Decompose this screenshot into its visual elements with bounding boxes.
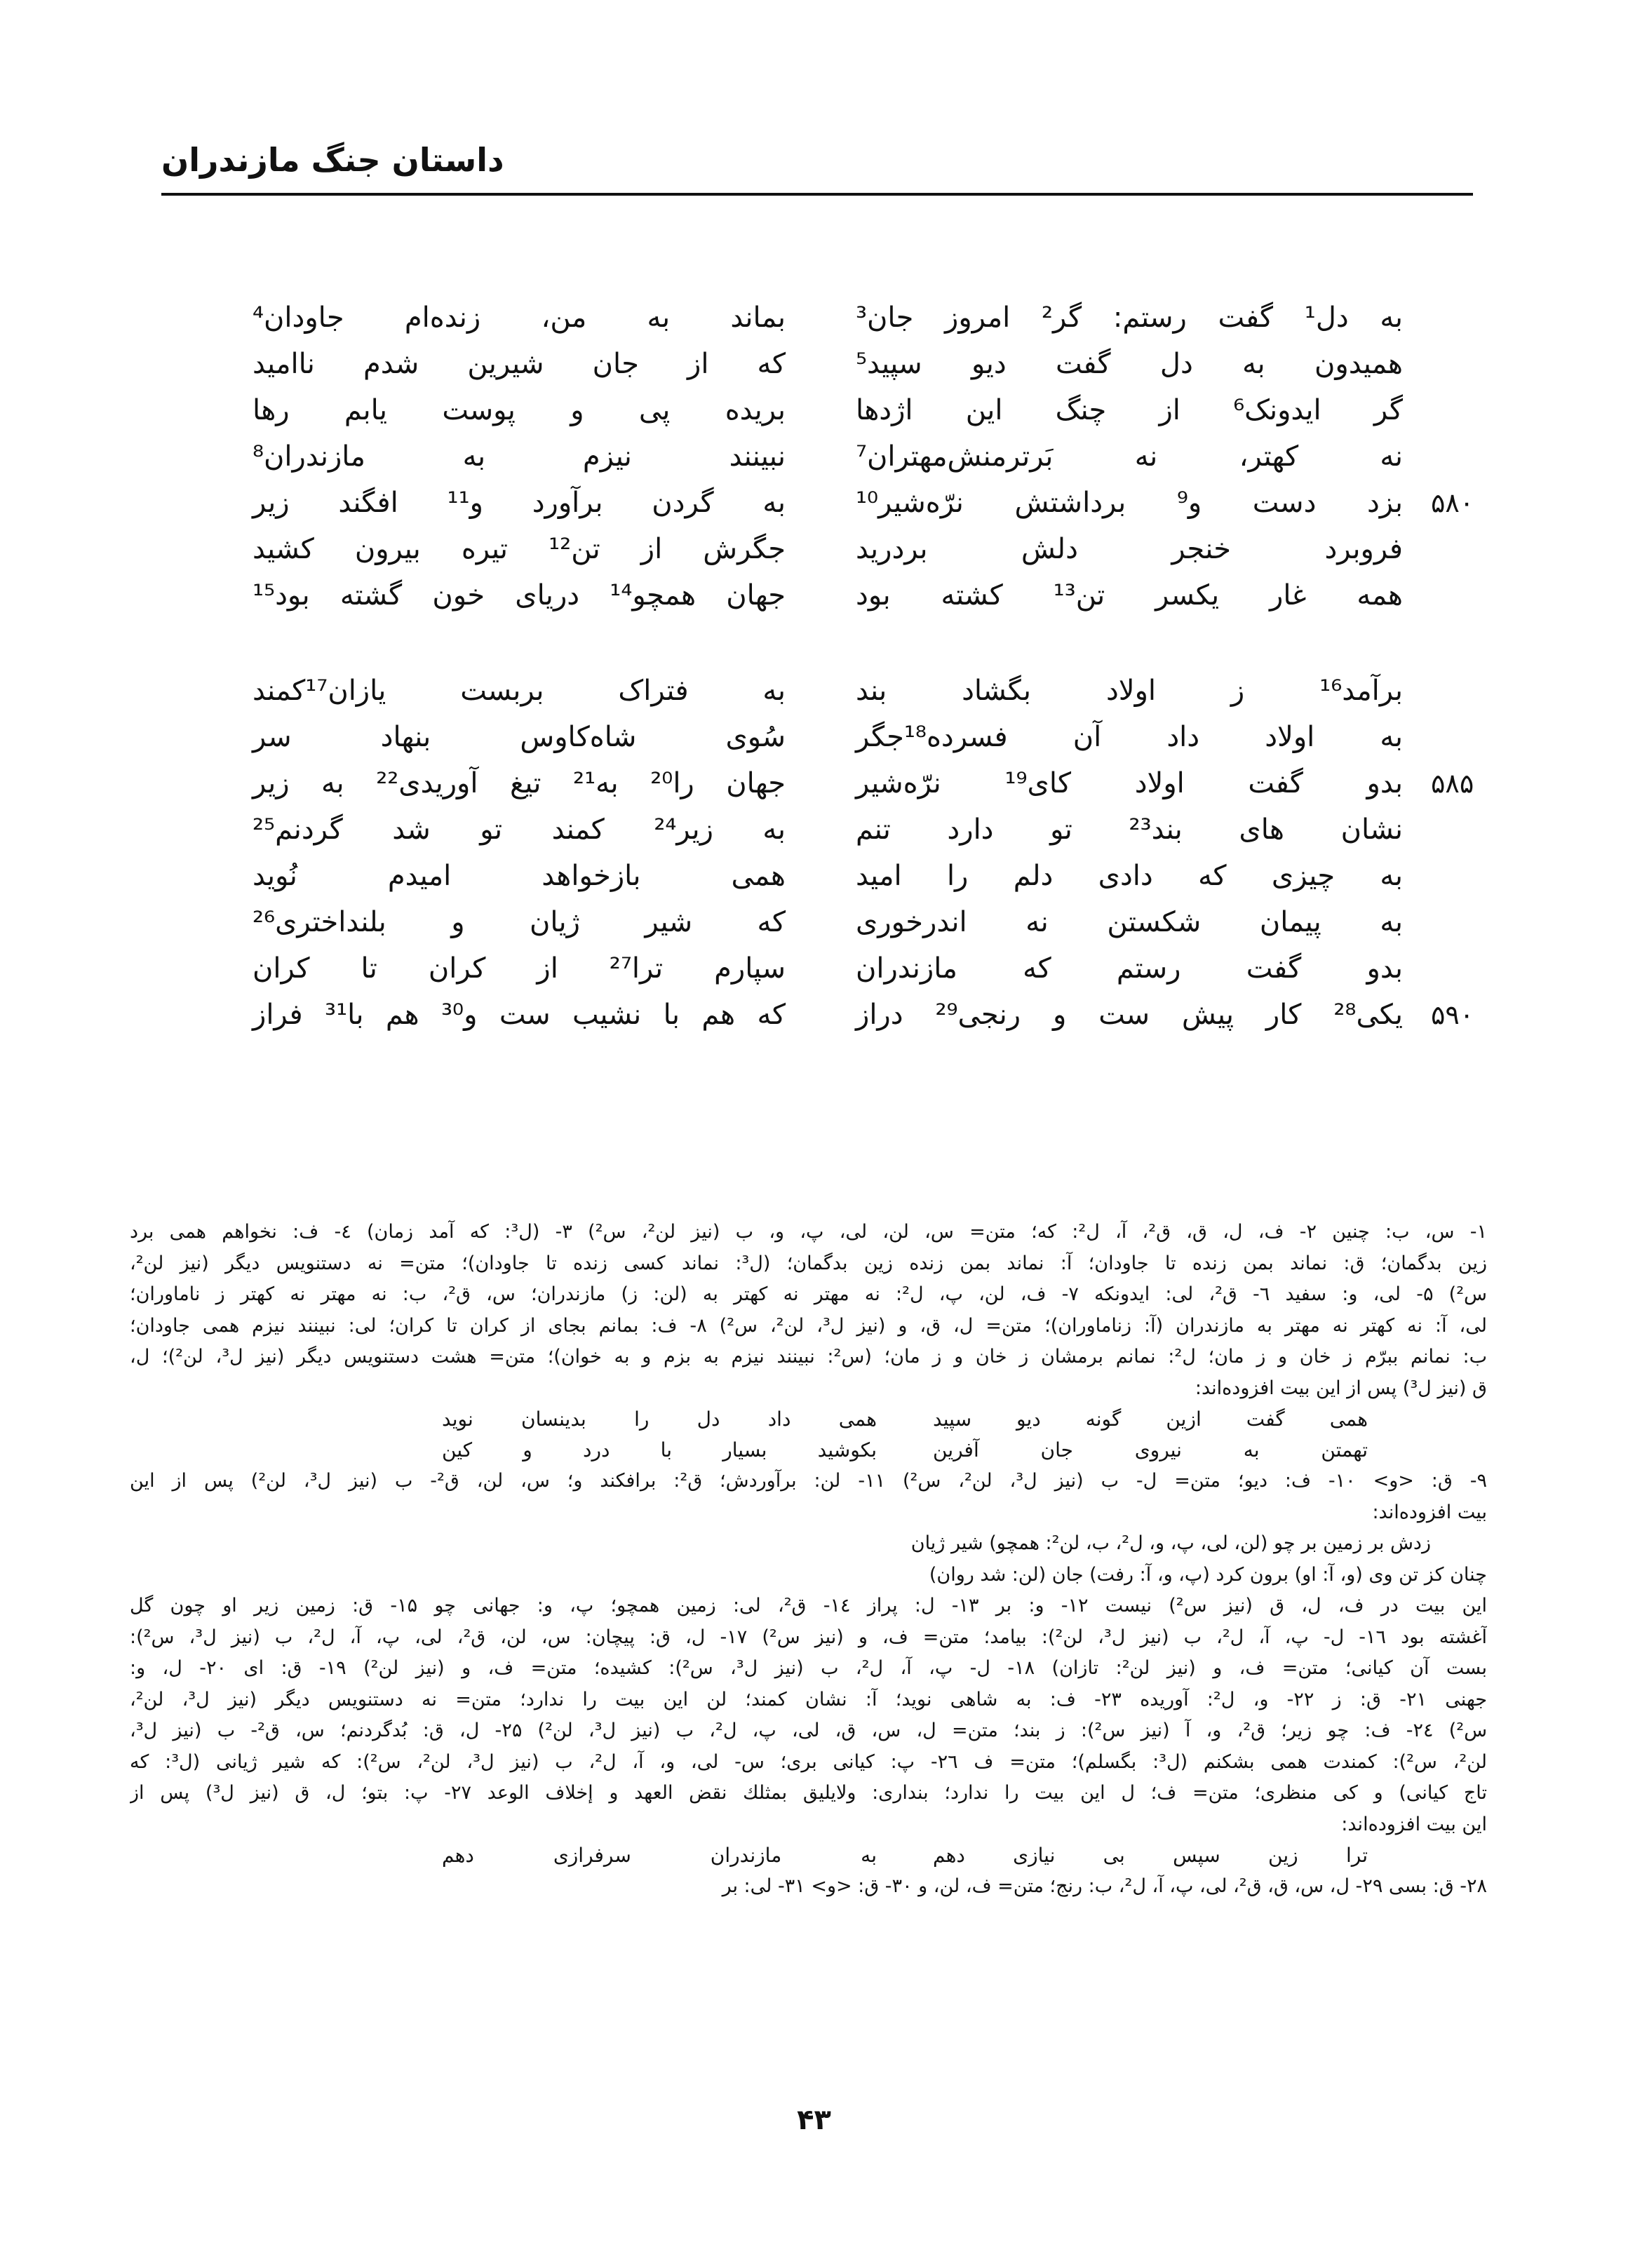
hemistich-right: بدو گفت رستم که مازندران bbox=[856, 952, 1403, 985]
footnote-line: بیت افزوده‌اند: bbox=[1372, 1501, 1487, 1523]
footnote-line: لن²، س²): کمندت همی بشکنم (ل³: بگسلم)؛ متن= ف ۲٦- پ: کیانی بری؛ س- لی، و، آ، ل²، ب (نیز ل³، لن²، س²): که شیر ژیانی (ل³: که bbox=[130, 1750, 1487, 1773]
hemistich-right: فروبرد خنجر دلش بردرید bbox=[856, 533, 1403, 565]
stanza-2 bbox=[245, 668, 1508, 1084]
hemistich-left: بریده پی و پوست یابم رها bbox=[253, 394, 786, 426]
bayt bbox=[245, 668, 1508, 714]
footnote-line: بست آن کیانی؛ متن= ف، و (نیز لن²: تازان) ۱۸- ل- پ، آ، ل²، ب (نیز ل³، س²): کشیده؛ متن= ف، و (نیز لن²) ۱۹- ق: ای ۲۰- ل، و: bbox=[130, 1657, 1487, 1679]
hemistich-left: به زیر²⁴ کمند تو شد گردنم²⁵ bbox=[253, 814, 786, 846]
bayt bbox=[245, 992, 1508, 1038]
hemistich-left: که هم با نشیب ست و³⁰ هم با³¹ فراز bbox=[253, 999, 786, 1031]
footnote-line: ق (نیز ل³) پس از این بیت افزوده‌اند: bbox=[1195, 1377, 1487, 1399]
bayt bbox=[245, 572, 1508, 619]
bayt bbox=[245, 714, 1508, 760]
footnote-line: تاج کیانی) و کی منظری؛ متن= ف؛ ل این بیت را ندارد؛ بنداری: ولایلیق بمثلك نقض العهد و إخلاف الوعد ۲۷- پ: بتو؛ ل، ق (نیز ل³) پس از bbox=[130, 1782, 1487, 1804]
footnote-line: ب: نمانم ببرّم ز خان و ز مان؛ ل²: نمانم برمشان ز خان و ز مان؛ (س²: نبینند نیزم به بزم و به خوان)؛ متن= هشت دستنویس دیگر (نیز ل³، لن²)؛ ل، bbox=[130, 1346, 1487, 1368]
bayt bbox=[245, 433, 1508, 480]
added-hemistich: تهمتن به نیروی جان آفرین bbox=[933, 1438, 1368, 1462]
hemistich-left: جهان همچو¹⁴ دریای خون گشته بود¹⁵ bbox=[253, 579, 786, 612]
hemistich-right: به اولاد داد آن فسرده¹⁸جگر bbox=[856, 721, 1403, 753]
hemistich-left: جگرش از تن¹² تیره بیرون کشید bbox=[253, 533, 786, 565]
footnote-line: این بیت در ف، ل، ق (نیز س²) نیست ۱۲- و: بر ۱۳- ل: پراز ۱٤- ق²، لی: زمین همچو؛ پ، و: جهانی چو ۱۵- ق: زمین زیر او چون گل bbox=[130, 1595, 1487, 1616]
added-hemistich: ترا زین سپس بی نیازی دهم bbox=[933, 1844, 1368, 1867]
footnote-line: ۲۸- ق: بسی ۲۹- ل، س، ق، ق²، لی، پ، آ، ل²، ب: رنج؛ متن= ف، لن، و ۳۰- ق: <و> ۳۱- لی: بر bbox=[722, 1875, 1487, 1897]
hemistich-left: همی بازخواهد امیدم نُوید bbox=[253, 860, 786, 892]
footnote-line: ۱- س، ب: چنین ۲- ف، ل، ق، ق²، آ، ل²: که؛ متن= س، لن، لی، پ، و، ب (نیز لن²، س²) ۳- (ل³: که آمد زمان) ٤- ف: نخواهم همی برد bbox=[130, 1221, 1487, 1243]
footnote-line: س²) ۲٤- ف: چو زیر؛ ق²، و، آ (نیز س²): ز بند؛ متن= ل، س، ق، لی، پ، ل²، ب (نیز ل³، لن²) ۲۵- ل، ق: بُدگردنم؛ س، ق²- ب (نیز ل³، bbox=[130, 1720, 1487, 1741]
footnote-line: این بیت افزوده‌اند: bbox=[1341, 1813, 1487, 1835]
hemistich-right: بزد دست و⁹ برداشتش نرّه‌شیر¹⁰ bbox=[856, 487, 1403, 519]
bayt bbox=[245, 899, 1508, 945]
added-verse bbox=[130, 1435, 1487, 1466]
bayt bbox=[245, 387, 1508, 433]
footnote-line: آغشته بود ۱٦- ل- پ، آ، ل²، ب (نیز ل³، لن²): بیامد؛ متن= ف، و (نیز س²) ۱۷- ل، ق: پیچان: س، لن، ق²، لی، پ، آ، ل²، ب (نیز ل³، س²): bbox=[130, 1626, 1487, 1648]
hemistich-left: سُوی شاه‌کاوس بنهاد سر bbox=[253, 721, 786, 753]
added-verse bbox=[130, 1404, 1487, 1435]
running-header bbox=[161, 137, 1473, 196]
footnote-line: جهنی ۲۱- ق: ز ۲۲- و، ل²: آوریده ۲۳- ف: به شاهی نوید؛ آ: نشان کمند؛ لن این بیت را ندارد؛ متن= نه دستنویس دیگر (نیز ل³، لن²، bbox=[130, 1688, 1487, 1710]
hemistich-right: همیدون به دل گفت دیو سپید⁵ bbox=[856, 348, 1403, 380]
footnote-line: لی، آ: نه کهتر نه مهتر به مازندران (آ: زناماوران)؛ متن= ل، ق، و (نیز ل³، لن²، س²) ۸- ف: بمانم بجای از کران تا کران؛ لی: نبینند نیزم همی جاودان؛ bbox=[130, 1314, 1487, 1337]
hemistich-right: به پیمان شکستن نه اندرخوری bbox=[856, 906, 1403, 938]
page-number: ۴۳ bbox=[797, 2104, 831, 2136]
bayt bbox=[245, 341, 1508, 387]
hemistich-right: به چیزی که دادی دلم را امید bbox=[856, 860, 1403, 892]
footnote-line: س²) ۵- لی، و: سفید ٦- ق²، لی: ایدونکه ۷- ف، لن، پ، ل²: نه مهتر نه کهتر به (لن: ز) مازندران؛ س، ق²، ب: نه مهتر نه کهتر ز ناماوران؛ bbox=[130, 1283, 1487, 1305]
hemistich-left: بماند به من، زنده‌ام جاودان⁴ bbox=[253, 302, 786, 334]
bayt bbox=[245, 480, 1508, 526]
running-header-title: داستان جنگ مازندران bbox=[161, 141, 504, 179]
bayt bbox=[245, 1038, 1508, 1084]
hemistich-right: گر ایدونک⁶ از چنگ این اژدها bbox=[856, 394, 1403, 426]
added-verse bbox=[130, 1840, 1487, 1871]
bayt bbox=[245, 945, 1508, 992]
verse-number: ۵۸۰ bbox=[1431, 487, 1474, 518]
bayt bbox=[245, 295, 1508, 341]
poem-body bbox=[245, 295, 1508, 1133]
stanza-1 bbox=[245, 295, 1508, 619]
added-verse-line: چنان کز تن وی (و، آ: او) برون کرد (پ، و، آ: رفت) جان (لن: شد روان) bbox=[929, 1563, 1487, 1586]
hemistich-right: بدو گفت اولاد کای¹⁹ نرّه‌شیر bbox=[856, 767, 1403, 799]
hemistich-right: نشان های بند²³ تو دارد تنم bbox=[856, 814, 1403, 846]
critical-apparatus-footnotes bbox=[130, 1217, 1487, 1903]
bayt bbox=[245, 526, 1508, 572]
hemistich-right: همه غار یکسر تن¹³ کشته بود bbox=[856, 579, 1403, 612]
hemistich-right: یکی²⁸ کار پیش ست و رنجی²⁹ دراز bbox=[856, 999, 1403, 1031]
hemistich-left: به گردن برآورد و¹¹ افگند زیر bbox=[253, 487, 786, 519]
added-verse-line: زدش بر زمین بر چو (لن، لی، پ، و، ل²، ب، لن²: همچو) شیر ژیان bbox=[910, 1532, 1431, 1554]
added-hemistich: به مازندران سرفرازی دهم bbox=[442, 1844, 877, 1867]
hemistich-left: نبینند نیزم به مازندران⁸ bbox=[253, 440, 786, 473]
verse-number: ۵۹۰ bbox=[1431, 999, 1474, 1030]
hemistich-left: سپارم ترا²⁷ از کران تا کران bbox=[253, 952, 786, 985]
hemistich-left: به فتراک بربست یازان¹⁷کمند bbox=[253, 675, 786, 707]
hemistich-left: که از جان شیرین شدم ناامید bbox=[253, 348, 786, 380]
bayt bbox=[245, 760, 1508, 806]
bayt bbox=[245, 806, 1508, 853]
added-hemistich: همی گفت ازین گونه دیو سپید bbox=[933, 1408, 1368, 1431]
footnote-line: زین بدگمان؛ ق: نماند بمن زنده تا جاودان؛ آ: نماند بمن زنده زین بدگمان؛ (ل³: نماند کسی زنده تا جاودان)؛ متن= نه دستنویس دیگر (نیز لن²، bbox=[130, 1252, 1487, 1274]
hemistich-left: که شیر ژیان و بلنداختری²⁶ bbox=[253, 906, 786, 938]
hemistich-right: نه کهتر، نه بَرترمنش‌مهتران⁷ bbox=[856, 440, 1403, 473]
added-hemistich: همی داد دل را بدینسان نوید bbox=[442, 1408, 877, 1431]
bayt bbox=[245, 853, 1508, 899]
hemistich-right: برآمد¹⁶ ز اولاد بگشاد بند bbox=[856, 675, 1403, 707]
hemistich-left: جهان را²⁰ به²¹ تیغ آوریدی²² به زیر bbox=[253, 767, 786, 799]
verse-number: ۵۸۵ bbox=[1431, 768, 1474, 799]
footnote-line: ۹- ق: <و> ۱۰- ف: دیو؛ متن= ل- ب (نیز ل³، لن²، س²) ۱۱- لن: برآوردش؛ ق²: برافکند و؛ س، لن، ق²- ب (نیز ل³، لن²) پس از این bbox=[130, 1470, 1487, 1492]
hemistich-right: به دل¹ گفت رستم: گر² امروز جان³ bbox=[856, 302, 1403, 334]
added-hemistich: بکوشید بسیار با درد و کین bbox=[442, 1438, 877, 1462]
